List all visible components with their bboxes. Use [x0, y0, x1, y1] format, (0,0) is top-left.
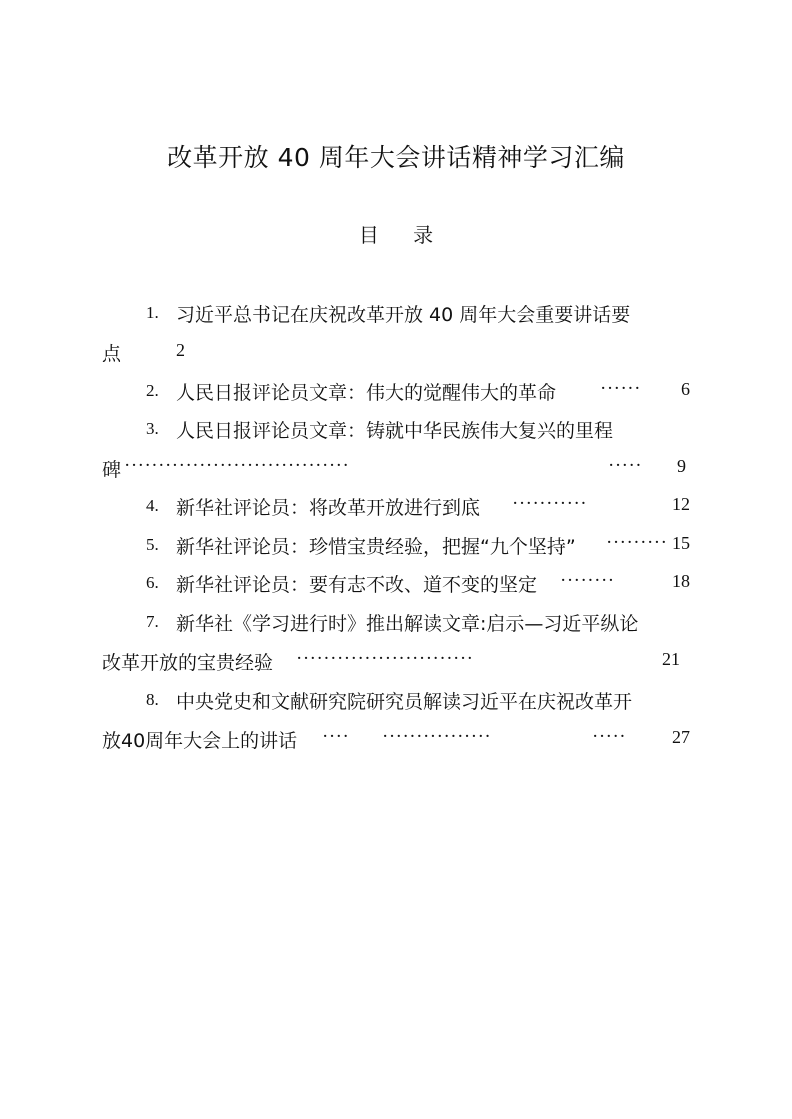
toc-entry-8	[102, 687, 692, 721]
toc-leader-dots: ··························	[296, 648, 474, 669]
toc-leader-dots: ·····	[608, 455, 643, 476]
toc-entry-8-cont	[102, 726, 692, 760]
toc-page-number: 21	[662, 649, 680, 669]
toc-number: 2.	[146, 381, 159, 400]
toc-page-number: 18	[672, 571, 690, 591]
toc-text: 新华社《学习进行时》推出解读文章:启示—习近平纵论	[176, 613, 639, 635]
toc-entry-1	[102, 300, 692, 334]
toc-entry-3-cont	[102, 455, 692, 489]
toc-text: 新华社评论员：将改革开放进行到底	[176, 497, 481, 519]
toc-number: 4.	[146, 496, 159, 515]
toc-leader-dots: ················	[382, 726, 492, 747]
toc-heading: 目 录	[358, 223, 448, 247]
toc-number: 8.	[146, 690, 159, 709]
toc-leader-dots: ····	[322, 726, 350, 747]
toc-text: 点	[102, 343, 122, 365]
toc-entry-3	[102, 416, 692, 450]
toc-leader-dots: ···········	[512, 493, 588, 514]
toc-page-number: 15	[672, 533, 690, 553]
toc-text: 人民日报评论员文章：伟大的觉醒伟大的革命	[176, 382, 557, 404]
toc-leader-dots: ········	[560, 570, 615, 591]
toc-text: 改革开放的宝贵经验	[102, 652, 274, 674]
toc-leader-dots: ·····	[592, 726, 627, 747]
toc-page-number: 9	[677, 456, 686, 476]
document-title: 改革开放 40 周年大会讲话精神学习汇编	[167, 143, 625, 172]
toc-number: 5.	[146, 535, 159, 554]
toc-text: 人民日报评论员文章：铸就中华民族伟大复兴的里程	[176, 420, 614, 442]
toc-page-number: 12	[672, 494, 690, 514]
toc-entry-6	[102, 570, 692, 604]
toc-entry-2	[102, 378, 692, 412]
toc-number: 3.	[146, 419, 159, 438]
toc-entry-7	[102, 609, 692, 643]
toc-page-number: 6	[681, 379, 690, 399]
toc-text: 中央党史和文献研究院研究员解读习近平在庆祝改革开	[176, 691, 633, 713]
toc-number: 7.	[146, 612, 159, 631]
toc-page-number: 2	[176, 340, 185, 360]
toc-leader-dots: ·········	[606, 532, 668, 553]
toc-number: 6.	[146, 573, 159, 592]
toc-entry-7-cont	[102, 648, 692, 682]
toc-text: 新华社评论员：珍惜宝贵经验，把握“九个坚持”	[176, 536, 576, 558]
toc-entry-5	[102, 532, 692, 566]
toc-entry-1-cont	[102, 339, 692, 373]
toc-number: 1.	[146, 303, 159, 322]
toc-text: 碑	[102, 459, 122, 481]
toc-text: 习近平总书记在庆祝改革开放 40 周年大会重要讲话要	[176, 304, 631, 326]
toc-leader-dots: ······	[600, 378, 641, 399]
toc-leader-dots: ·································	[124, 455, 350, 476]
toc-entry-4	[102, 493, 692, 527]
toc-page-number: 27	[672, 727, 690, 747]
toc-text: 新华社评论员：要有志不改、道不变的坚定	[176, 574, 538, 596]
toc-text: 放40周年大会上的讲话	[102, 730, 298, 752]
